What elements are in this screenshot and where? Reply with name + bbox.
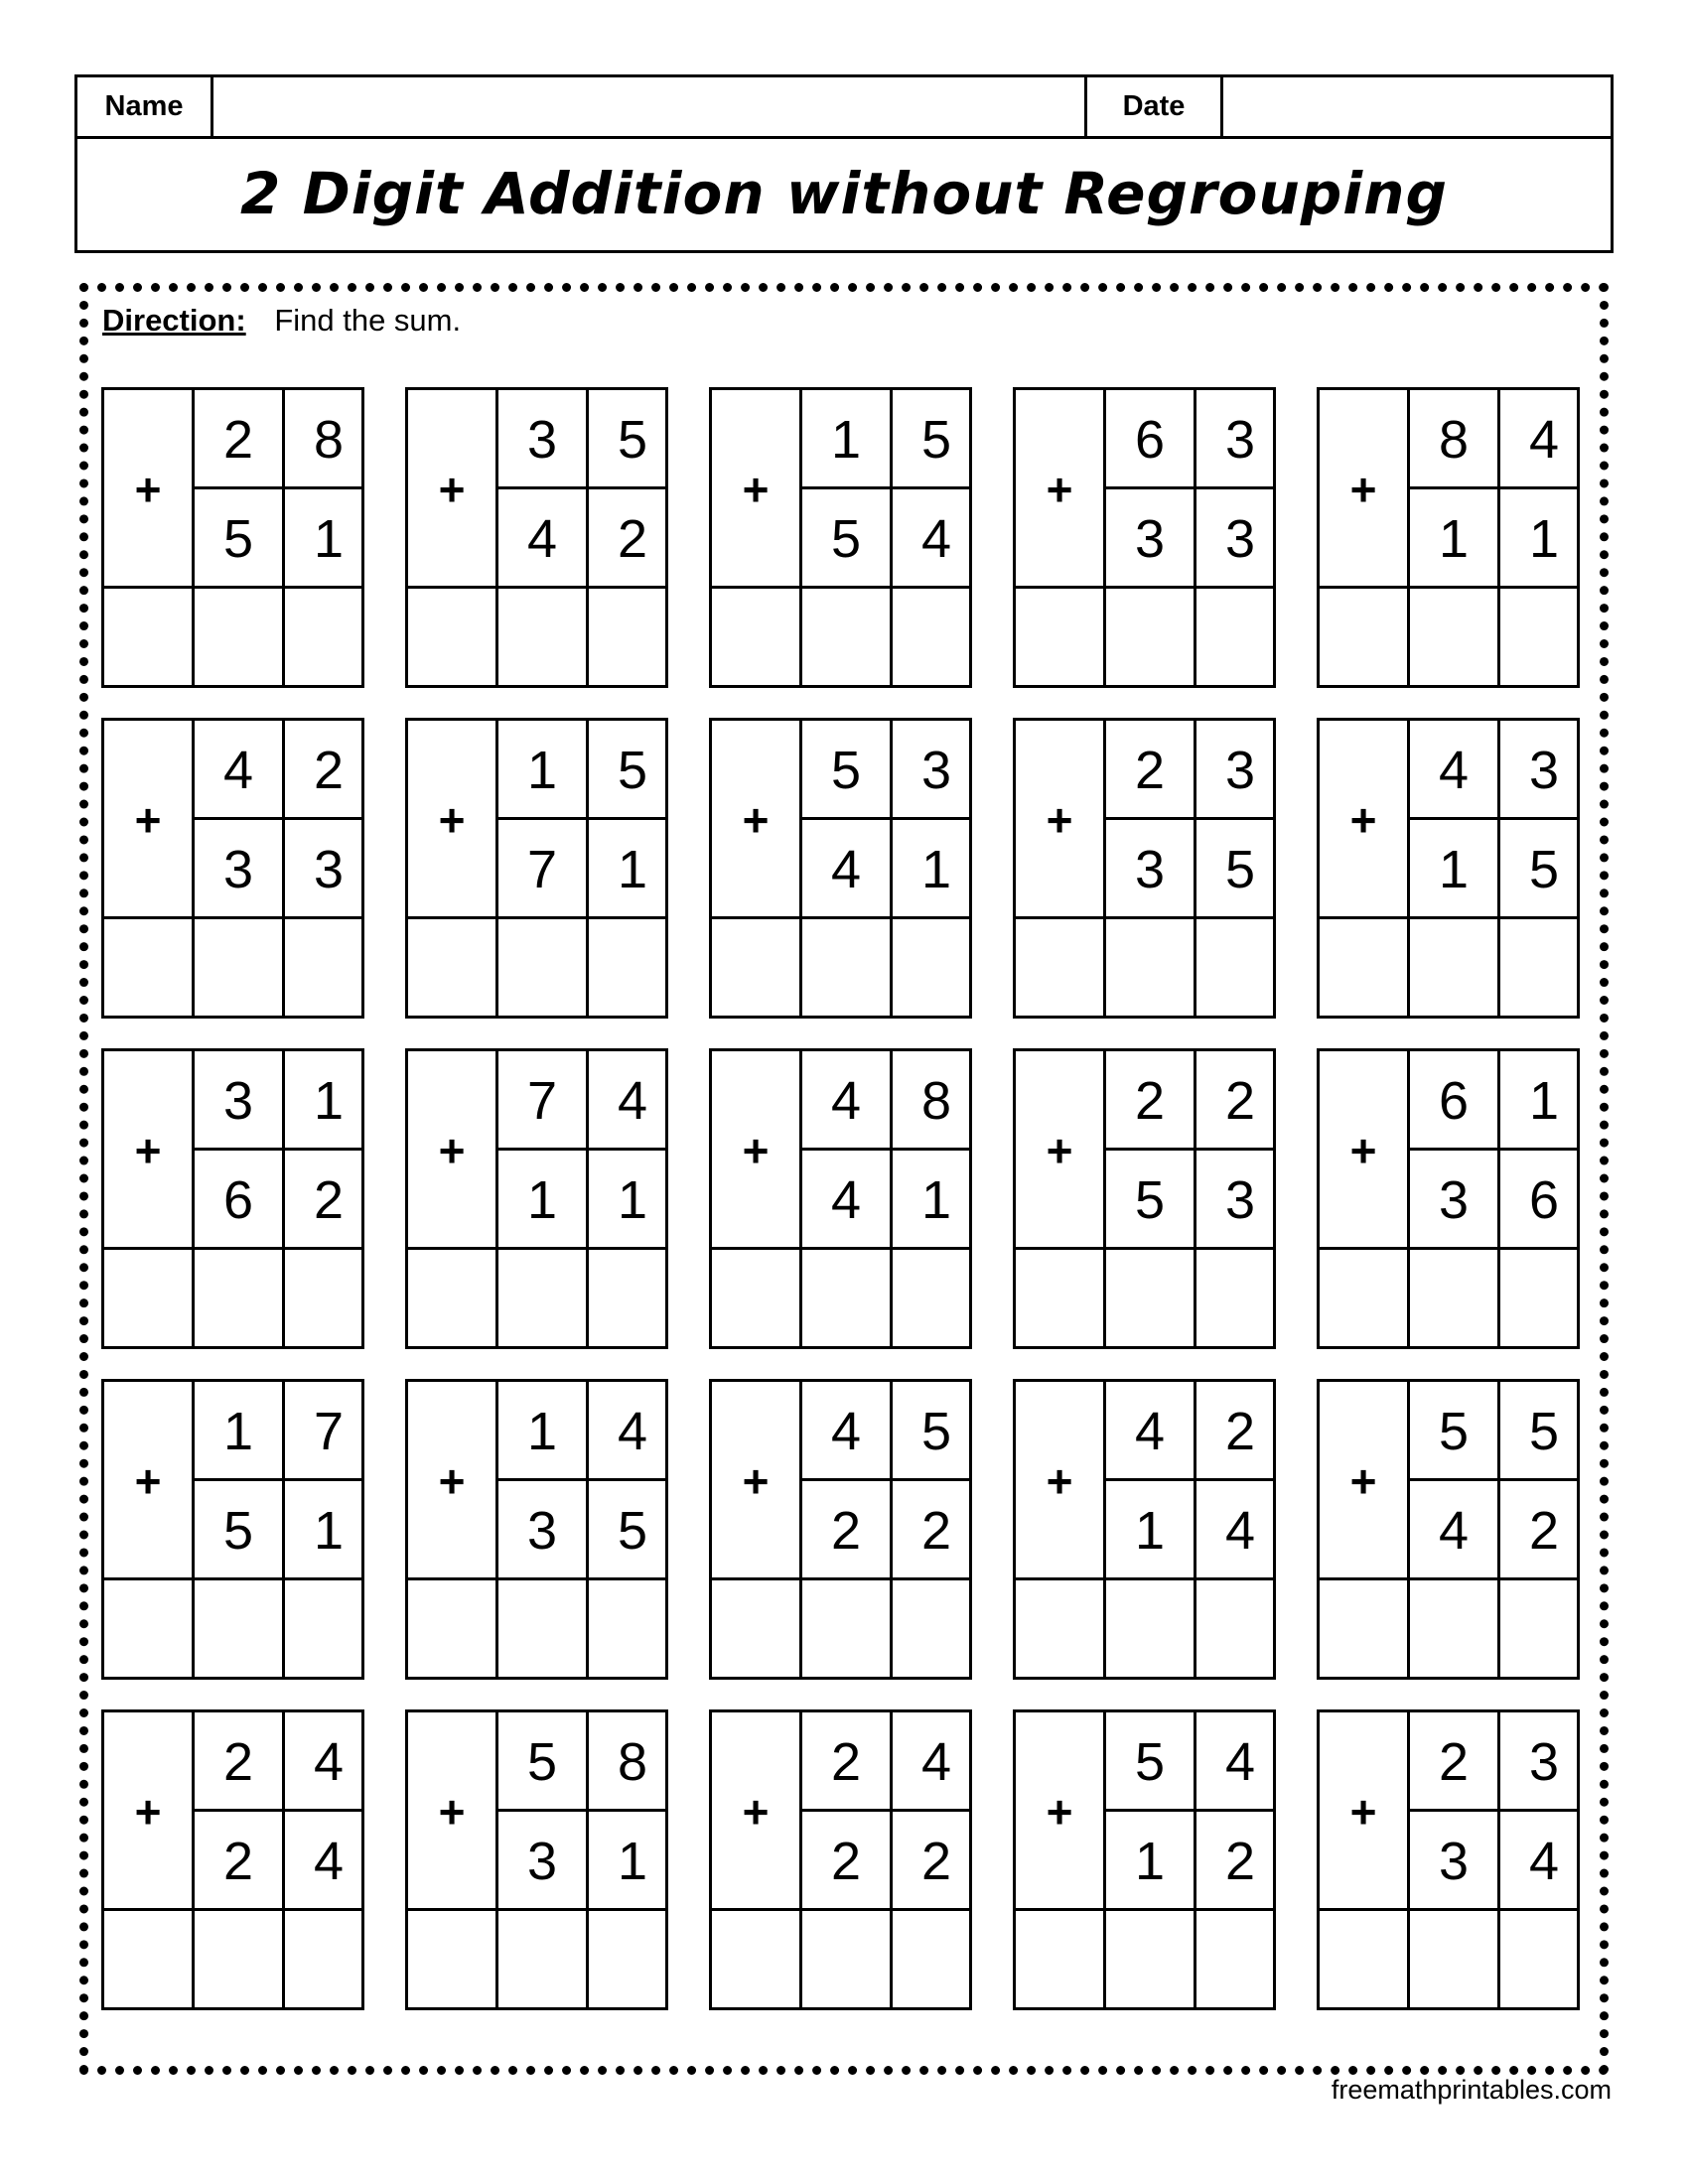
answer-cell[interactable] [498,1250,586,1346]
top-addend-digit: 4 [1224,1732,1256,1792]
bottom-addend-digit: 1 [313,1501,345,1561]
top-addend-digit: 6 [1438,1071,1470,1131]
answer-cell[interactable] [1106,1580,1194,1677]
answer-cell[interactable] [802,1580,890,1677]
plus-sign: + [438,1455,466,1507]
answer-cell[interactable] [712,919,799,1016]
answer-cell[interactable] [1500,589,1588,685]
top-addend-digit: 2 [1438,1732,1470,1792]
addition-problem [1317,1709,1580,2010]
top-addend-digit: 2 [1224,1071,1256,1131]
answer-cell[interactable] [712,1911,799,2007]
answer-cell[interactable] [408,1580,495,1677]
addition-problem [1013,718,1276,1019]
addition-problem [101,718,364,1019]
bottom-addend-digit: 3 [526,1832,558,1891]
top-addend-digit: 5 [1134,1732,1166,1792]
answer-cell[interactable] [1320,1580,1407,1677]
bottom-addend-digit: 4 [526,509,558,569]
answer-cell[interactable] [1016,1250,1103,1346]
answer-cell[interactable] [589,919,676,1016]
top-addend-digit: 2 [830,1732,862,1792]
top-addend-digit: 1 [313,1071,345,1131]
plus-sign: + [134,794,162,846]
addition-problem [405,1709,668,2010]
answer-cell[interactable] [1320,919,1407,1016]
answer-cell[interactable] [1016,589,1103,685]
date-label: Date [1087,77,1223,136]
bottom-addend-digit: 1 [1134,1832,1166,1891]
top-addend-digit: 2 [313,741,345,800]
plus-sign: + [438,1125,466,1176]
answer-cell[interactable] [893,1580,980,1677]
bottom-addend-digit: 5 [222,1501,254,1561]
bottom-addend-digit: 1 [617,840,648,899]
answer-cell[interactable] [712,1250,799,1346]
top-addend-digit: 1 [222,1402,254,1461]
top-addend-digit: 4 [222,741,254,800]
worksheet-header [74,74,1614,253]
bottom-addend-digit: 5 [617,1501,648,1561]
answer-cell[interactable] [498,1911,586,2007]
direction-label: Direction: [102,303,246,338]
addition-problem [101,1709,364,2010]
answer-cell[interactable] [1106,919,1194,1016]
answer-cell[interactable] [893,1250,980,1346]
bottom-addend-digit: 6 [1528,1170,1560,1230]
answer-cell[interactable] [104,1580,192,1677]
answer-cell[interactable] [285,589,372,685]
answer-cell[interactable] [1410,1911,1497,2007]
direction [102,303,461,339]
bottom-addend-digit: 2 [920,1832,952,1891]
addition-problem [1317,718,1580,1019]
answer-cell[interactable] [893,589,980,685]
worksheet-title: 2 Digit Addition without Regrouping [240,159,1448,227]
bottom-addend-digit: 4 [830,1170,862,1230]
addition-problem [1013,1379,1276,1680]
plus-sign: + [438,1786,466,1838]
answer-cell[interactable] [408,1911,495,2007]
plus-sign: + [1046,464,1073,515]
answer-cell[interactable] [1410,919,1497,1016]
answer-cell[interactable] [195,1250,282,1346]
top-addend-digit: 7 [313,1402,345,1461]
top-addend-digit: 5 [1438,1402,1470,1461]
bottom-addend-digit: 3 [1224,509,1256,569]
top-addend-digit: 3 [1528,1732,1560,1792]
answer-cell[interactable] [285,919,372,1016]
top-addend-digit: 5 [1528,1402,1560,1461]
bottom-addend-digit: 2 [830,1501,862,1561]
answer-cell[interactable] [1106,1911,1194,2007]
bottom-addend-digit: 5 [1528,840,1560,899]
answer-cell[interactable] [408,589,495,685]
bottom-addend-digit: 1 [1438,840,1470,899]
addition-problem [101,387,364,688]
plus-sign: + [1046,1786,1073,1838]
bottom-addend-digit: 3 [313,840,345,899]
answer-cell[interactable] [589,1250,676,1346]
top-addend-digit: 4 [617,1071,648,1131]
answer-cell[interactable] [802,589,890,685]
top-addend-digit: 1 [1528,1071,1560,1131]
answer-cell[interactable] [1320,1250,1407,1346]
top-addend-digit: 4 [1528,410,1560,470]
answer-cell[interactable] [498,1580,586,1677]
answer-cell[interactable] [1410,589,1497,685]
bottom-addend-digit: 5 [830,509,862,569]
bottom-addend-digit: 2 [617,509,648,569]
bottom-addend-digit: 5 [1134,1170,1166,1230]
plus-sign: + [742,794,770,846]
top-addend-digit: 2 [1224,1402,1256,1461]
answer-cell[interactable] [1196,1250,1284,1346]
top-addend-digit: 3 [222,1071,254,1131]
plus-sign: + [438,464,466,515]
addition-problem [405,1379,668,1680]
bottom-addend-digit: 4 [1528,1832,1560,1891]
bottom-addend-digit: 3 [222,840,254,899]
answer-cell[interactable] [1016,919,1103,1016]
answer-cell[interactable] [1410,1250,1497,1346]
top-addend-digit: 5 [830,741,862,800]
bottom-addend-digit: 2 [222,1832,254,1891]
top-addend-digit: 4 [920,1732,952,1792]
answer-cell[interactable] [104,1911,192,2007]
answer-cell[interactable] [589,589,676,685]
plus-sign: + [1349,464,1377,515]
name-label: Name [77,77,213,136]
addition-problem [1317,387,1580,688]
answer-cell[interactable] [195,1580,282,1677]
top-addend-digit: 4 [617,1402,648,1461]
bottom-addend-digit: 3 [1224,1170,1256,1230]
answer-cell[interactable] [408,1250,495,1346]
plus-sign: + [742,1455,770,1507]
answer-cell[interactable] [285,1250,372,1346]
plus-sign: + [742,464,770,515]
bottom-addend-digit: 4 [1438,1501,1470,1561]
top-addend-digit: 5 [526,1732,558,1792]
bottom-addend-digit: 1 [1134,1501,1166,1561]
bottom-addend-digit: 1 [1528,509,1560,569]
plus-sign: + [1046,1125,1073,1176]
answer-cell[interactable] [1016,1580,1103,1677]
answer-cell[interactable] [1500,1911,1588,2007]
bottom-addend-digit: 2 [313,1170,345,1230]
addition-problem [1317,1048,1580,1349]
answer-cell[interactable] [1500,919,1588,1016]
top-addend-digit: 5 [617,741,648,800]
bottom-addend-digit: 6 [222,1170,254,1230]
answer-cell[interactable] [104,1250,192,1346]
plus-sign: + [438,794,466,846]
top-addend-digit: 3 [1224,741,1256,800]
addition-problem [709,1709,972,2010]
answer-cell[interactable] [1196,1580,1284,1677]
bottom-addend-digit: 2 [1224,1832,1256,1891]
bottom-addend-digit: 1 [313,509,345,569]
top-addend-digit: 4 [1438,741,1470,800]
addition-problem [1013,1709,1276,2010]
bottom-addend-digit: 3 [1134,509,1166,569]
answer-cell[interactable] [893,1911,980,2007]
plus-sign: + [1046,794,1073,846]
answer-cell[interactable] [802,919,890,1016]
bottom-addend-digit: 2 [920,1501,952,1561]
answer-cell[interactable] [1106,1250,1194,1346]
answer-cell[interactable] [893,919,980,1016]
answer-cell[interactable] [1320,589,1407,685]
top-addend-digit: 2 [1134,741,1166,800]
top-addend-digit: 4 [1134,1402,1166,1461]
top-addend-digit: 4 [830,1071,862,1131]
top-addend-digit: 4 [830,1402,862,1461]
top-addend-digit: 2 [222,1732,254,1792]
answer-cell[interactable] [195,1911,282,2007]
addition-problem [101,1379,364,1680]
bottom-addend-digit: 4 [830,840,862,899]
answer-cell[interactable] [1500,1580,1588,1677]
top-addend-digit: 3 [1224,410,1256,470]
answer-cell[interactable] [104,919,192,1016]
top-addend-digit: 3 [526,410,558,470]
bottom-addend-digit: 4 [1224,1501,1256,1561]
plus-sign: + [1349,1786,1377,1838]
answer-cell[interactable] [195,589,282,685]
bottom-addend-digit: 1 [920,840,952,899]
top-addend-digit: 7 [526,1071,558,1131]
answer-cell[interactable] [1196,919,1284,1016]
name-field[interactable] [213,77,1087,136]
plus-sign: + [1349,1455,1377,1507]
bottom-addend-digit: 5 [222,509,254,569]
top-addend-digit: 3 [920,741,952,800]
bottom-addend-digit: 3 [526,1501,558,1561]
answer-cell[interactable] [285,1911,372,2007]
bottom-addend-digit: 4 [920,509,952,569]
top-addend-digit: 2 [222,410,254,470]
answer-cell[interactable] [802,1911,890,2007]
addition-problem [405,387,668,688]
addition-problem [405,718,668,1019]
top-addend-digit: 1 [526,1402,558,1461]
top-addend-digit: 4 [313,1732,345,1792]
answer-cell[interactable] [712,1580,799,1677]
name-date-row [77,77,1611,139]
bottom-addend-digit: 2 [1528,1501,1560,1561]
bottom-addend-digit: 4 [313,1832,345,1891]
addition-problem [709,718,972,1019]
bottom-addend-digit: 1 [1438,509,1470,569]
top-addend-digit: 8 [1438,410,1470,470]
addition-problem [709,1048,972,1349]
top-addend-digit: 1 [526,741,558,800]
top-addend-digit: 5 [617,410,648,470]
bottom-addend-digit: 1 [617,1170,648,1230]
answer-cell[interactable] [195,919,282,1016]
answer-cell[interactable] [498,919,586,1016]
bottom-addend-digit: 1 [617,1832,648,1891]
bottom-addend-digit: 3 [1438,1170,1470,1230]
addition-problem [1013,387,1276,688]
plus-sign: + [1046,1455,1073,1507]
answer-cell[interactable] [1320,1911,1407,2007]
top-addend-digit: 6 [1134,410,1166,470]
top-addend-digit: 5 [920,1402,952,1461]
bottom-addend-digit: 2 [830,1832,862,1891]
answer-cell[interactable] [589,1580,676,1677]
top-addend-digit: 8 [920,1071,952,1131]
addition-problem [101,1048,364,1349]
answer-cell[interactable] [1016,1911,1103,2007]
bottom-addend-digit: 7 [526,840,558,899]
top-addend-digit: 8 [313,410,345,470]
answer-cell[interactable] [408,919,495,1016]
plus-sign: + [134,1786,162,1838]
bottom-addend-digit: 3 [1134,840,1166,899]
answer-cell[interactable] [104,589,192,685]
answer-cell[interactable] [712,589,799,685]
addition-problem [709,387,972,688]
plus-sign: + [742,1786,770,1838]
answer-cell[interactable] [1196,1911,1284,2007]
plus-sign: + [1349,794,1377,846]
addition-problem [709,1379,972,1680]
answer-cell[interactable] [1196,589,1284,685]
plus-sign: + [134,464,162,515]
plus-sign: + [134,1455,162,1507]
answer-cell[interactable] [802,1250,890,1346]
top-addend-digit: 1 [830,410,862,470]
addition-problem [405,1048,668,1349]
answer-cell[interactable] [1106,589,1194,685]
answer-cell[interactable] [589,1911,676,2007]
answer-cell[interactable] [1500,1250,1588,1346]
answer-cell[interactable] [285,1580,372,1677]
top-addend-digit: 5 [920,410,952,470]
bottom-addend-digit: 1 [920,1170,952,1230]
plus-sign: + [1349,1125,1377,1176]
answer-cell[interactable] [498,589,586,685]
plus-sign: + [134,1125,162,1176]
top-addend-digit: 8 [617,1732,648,1792]
date-field[interactable] [1223,77,1611,136]
bottom-addend-digit: 1 [526,1170,558,1230]
top-addend-digit: 2 [1134,1071,1166,1131]
top-addend-digit: 3 [1528,741,1560,800]
bottom-addend-digit: 3 [1438,1832,1470,1891]
footer-credit: freemathprintables.com [1331,2075,1612,2105]
plus-sign: + [742,1125,770,1176]
direction-text: Find the sum. [274,303,462,338]
bottom-addend-digit: 5 [1224,840,1256,899]
addition-problem [1013,1048,1276,1349]
addition-problem [1317,1379,1580,1680]
answer-cell[interactable] [1410,1580,1497,1677]
